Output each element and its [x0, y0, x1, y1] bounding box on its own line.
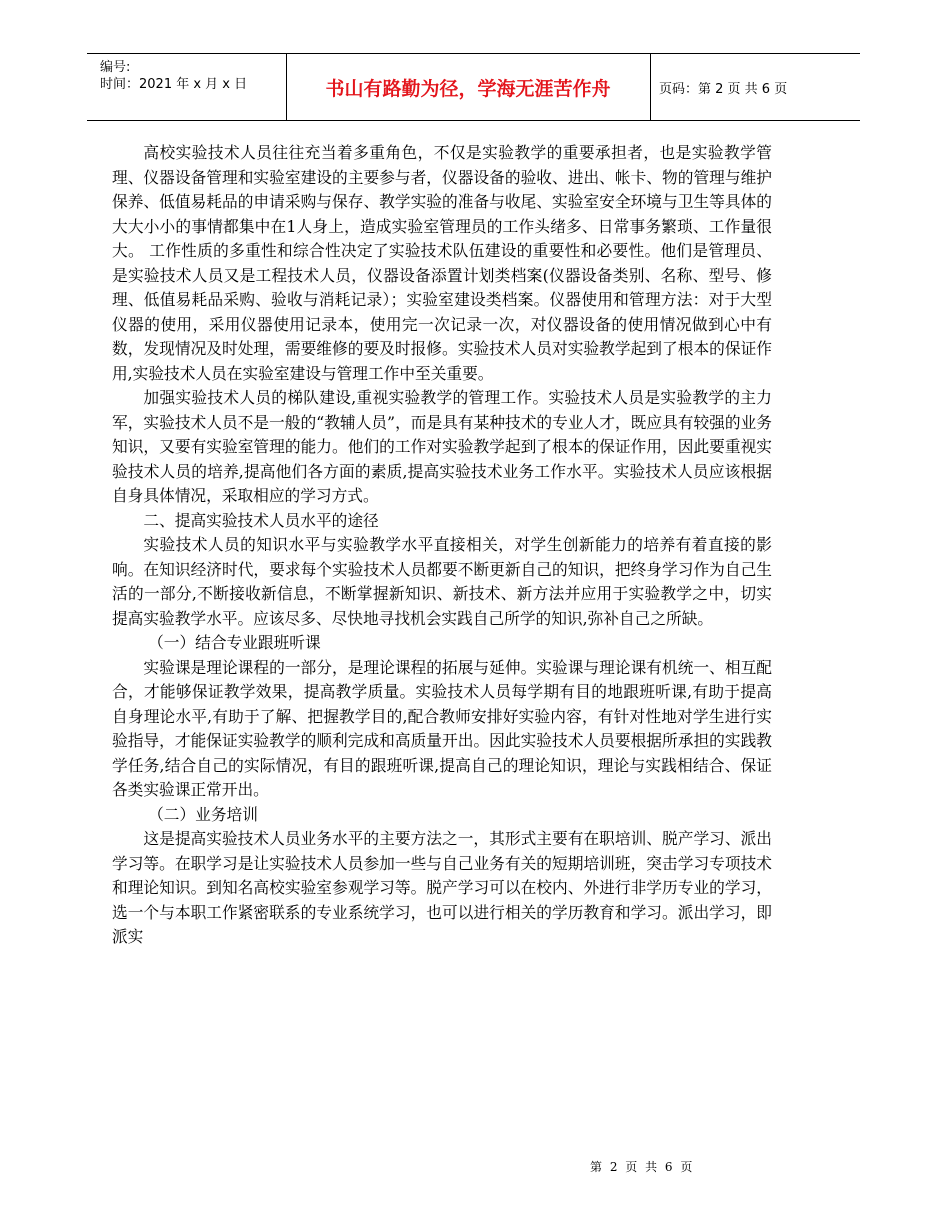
header-divider-right: [650, 54, 651, 120]
header-motto: 书山有路勤为径，学海无涯苦作舟: [325, 77, 611, 100]
document-date: 时间：2021 年 x 月 x 日: [100, 77, 248, 92]
header-meta: [100, 59, 285, 93]
section-heading: 二、提高实验技术人员水平的途径: [143, 510, 379, 530]
paragraph: 加强实验技术人员的梯队建设,重视实验教学的管理工作。实验技术人员是实验教学的主力军，实验技术人员不是一般的“教辅人员”，而是具有某种技术的专业人才，既应具有较强的业务知识，又要有实验室管理的能力。他们的工作对实验教学起到了根本的保证作用，因此要重视实验技术人员的培养,提高他们各方面的素质,提高实验技术业务工作水平。实验技术人员应该根据自身具体情况，采取相应的学习方式。: [112, 388, 772, 505]
paragraph: 高校实验技术人员往往充当着多重角色，不仅是实验教学的重要承担者，也是实验教学管理、仪器设备管理和实验室建设的主要参与者，仪器设备的验收、进出、帐卡、物的管理与维护保养、低值易耗品的申请采购与保存、教学实验的准备与收尾、实验室安全环境与卫生等具体的大大小小的事情都集中在1人身上，造成实验室管理员的工作头绪多、日常事务繁琐、工作量很大。 工作性质的多重性和综合性决定了实验技术队伍建设的重要性和必要性。他们是管理员、是实验技术人员又是工程技术人员，仪器设备添置计划类档案(仪器设备类别、名称、型号、修理、低值易耗品采购、验收与消耗记录）；实验室建设类档案。仪器使用和管理方法：对于大型仪器的使用，采用仪器使用记录本，使用完一次记录一次，对仪器设备的使用情况做到心中有数，发现情况及时处理，需要维修的要及时报修。实验技术人员对实验教学起到了根本的保证作用,实验技术人员在实验室建设与管理工作中至关重要。: [112, 143, 772, 383]
document-body: [112, 141, 772, 950]
page-footer: 第 2 页 共 6 页: [590, 1160, 695, 1174]
subsection-heading: （二）业务培训: [148, 804, 258, 824]
document-number-label: 编号:: [100, 60, 131, 75]
header-page-indicator: 页码：第 2 页 共 6 页: [659, 81, 788, 97]
paragraph: 实验课是理论课程的一部分，是理论课程的拓展与延伸。实验课与理论课有机统一、相互配合，才能够保证教学效果，提高教学质量。实验技术人员每学期有目的地跟班听课,有助于提高自身理论水平,有助于了解、把握教学目的,配合教师安排好实验内容，有针对性地对学生进行实验指导，才能保证实验教学的顺利完成和高质量开出。因此实验技术人员要根据所承担的实践教学任务,结合自己的实际情况，有目的跟班听课,提高自己的理论知识，理论与实践相结合、保证各类实验课正常开出。: [112, 657, 772, 799]
page-header: [87, 53, 860, 121]
subsection-heading: （一）结合专业跟班听课: [148, 633, 321, 652]
paragraph: 实验技术人员的知识水平与实验教学水平直接相关，对学生创新能力的培养有着直接的影响。在知识经济时代，要求每个实验技术人员都要不断更新自己的知识，把终身学习作为自己生活的一部分,不断接收新信息，不断掌握新知识、新技术、新方法并应用于实验教学之中，切实提高实验教学水平。应该尽多、尽快地寻找机会实践自己所学的知识,弥补自己之所缺。: [112, 535, 772, 628]
paragraph: 这是提高实验技术人员业务水平的主要方法之一，其形式主要有在职培训、脱产学习、派出学习等。在职学习是让实验技术人员参加一些与自己业务有关的短期培训班，突击学习专项技术和理论知识。到知名高校实验室参观学习等。脱产学习可以在校内、外进行非学历专业的学习，选一个与本职工作紧密联系的专业系统学习，也可以进行相关的学历教育和学习。派出学习，即派实: [112, 829, 772, 946]
